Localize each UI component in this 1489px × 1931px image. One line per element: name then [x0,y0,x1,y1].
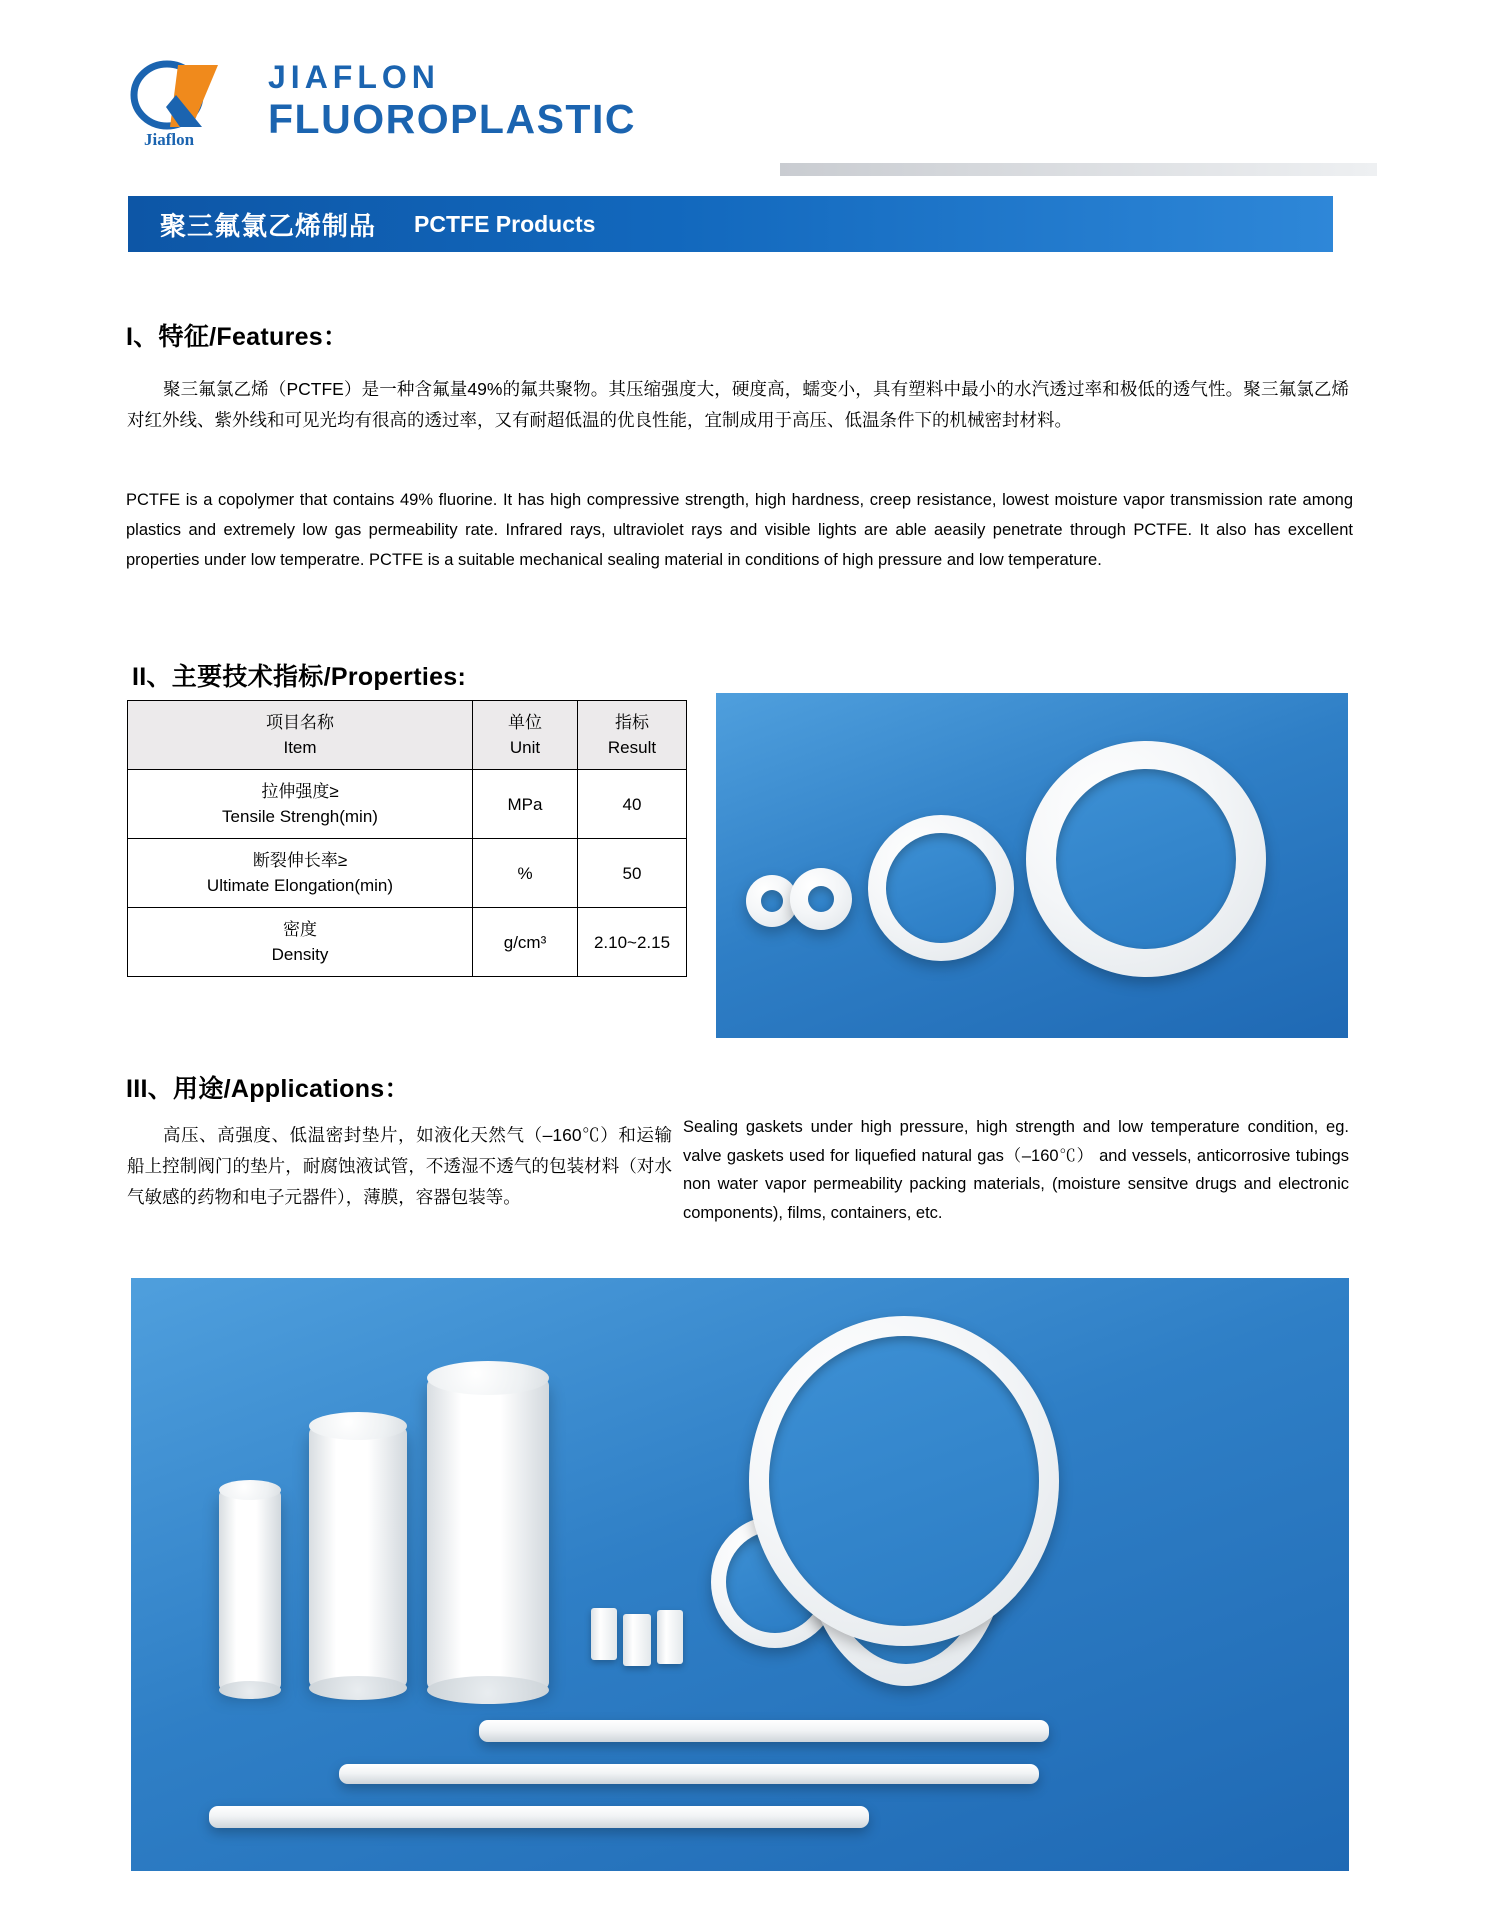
applications-heading: III、用途/Applications： [126,1075,410,1103]
header-cell-item [128,701,473,770]
bushing-2 [623,1614,651,1666]
jiaflon-logo-icon [130,55,235,150]
product-photo-rings [716,693,1348,1038]
brand-name-line1: JIAFLON [268,59,440,95]
cell-item [128,908,473,977]
rod-large [427,1378,549,1690]
table-row [128,908,687,977]
ring-xlarge-bottom [749,1316,1059,1646]
cell-result: 40 [578,770,687,839]
cell-unit: MPa [473,770,578,839]
features-text-english: PCTFE is a copolymer that contains 49% fluorine. It has high compressive strength, high hardness, creep resistance, lowest moisture vapor transmission rate among plastics and extremely low gas permeability rate. Infrared rays, ultraviolet rays and visible lights are able aeasily penetrate through PCTFE. It also has excellent properties under low temperatre. PCTFE is a suitable mechanical sealing material in conditions of high pressure and low temperature. [126,491,1353,569]
bar-2 [339,1764,1039,1784]
rod-small [219,1490,281,1690]
ring-medium [868,815,1014,961]
ring-xsmall-2 [790,868,852,930]
title-english: PCTFE Products [414,210,596,237]
page-header [130,55,1360,155]
row1-item-en: Ultimate Elongation(min) [206,876,394,895]
row1-item-cn: 断裂伸长率≥ [252,851,348,870]
bushing-3 [657,1610,683,1664]
header-rule [780,163,1377,176]
logo-mark-text: Jiaflon [144,130,195,149]
rod-medium [309,1426,407,1688]
bar-1 [479,1720,1049,1742]
header-item-en: Item [283,738,317,757]
section-title-bar [128,196,1333,252]
properties-table [127,700,687,977]
properties-heading: II、主要技术指标/Properties: [132,663,467,691]
table-header-row [128,701,687,770]
cell-item [128,770,473,839]
applications-text-chinese: 高压、高强度、低温密封垫片，如液化天然气（‒160℃）和运输船上控制阀门的垫片，耐腐蚀液试管，不透湿不透气的包装材料（对水气敏感的药物和电子元器件），薄膜，容器包装等。 [127,1125,672,1207]
header-unit-cn: 单位 [508,713,542,732]
header-cell-unit [473,701,578,770]
cell-item [128,839,473,908]
row0-item-en: Tensile Strengh(min) [222,807,378,826]
brand-name-line2: FLUOROPLASTIC [268,96,636,142]
brand-wordmark [268,61,636,140]
cell-unit: g/cm³ [473,908,578,977]
cell-result: 50 [578,839,687,908]
header-result-cn: 指标 [615,713,649,732]
features-heading: I、特征/Features： [126,323,349,351]
bushing-1 [591,1608,617,1660]
bar-3 [209,1806,869,1828]
table-row [128,770,687,839]
header-cell-result [578,701,687,770]
header-item-cn: 项目名称 [266,713,334,732]
ring-large [1026,741,1266,977]
features-text-chinese: 聚三氟氯乙烯（PCTFE）是一种含氟量49%的氟共聚物。其压缩强度大，硬度高，蠕变小，具有塑料中最小的水汽透过率和极低的透气性。聚三氟氯乙烯对红外线、紫外线和可见光均有很高的透过率，又有耐超低温的优良性能，宜制成用于高压、低温条件下的机械密封材料。 [127,379,1349,430]
cell-result: 2.10~2.15 [578,908,687,977]
product-photo-assortment [131,1278,1349,1871]
table-row [128,839,687,908]
cell-unit: % [473,839,578,908]
title-chinese: 聚三氟氯乙烯制品 [160,210,377,241]
row0-item-cn: 拉伸强度≥ [261,782,339,801]
row2-item-cn: 密度 [283,920,317,939]
header-result-en: Result [607,738,657,757]
header-unit-en: Unit [509,738,541,757]
applications-text-english: Sealing gaskets under high pressure, high strength and low temperature condition, eg. valve gaskets used for liquefied natural gas（‒160℃） and vessels, anticorrosive tubings non water vapor permeability packing materials, (moisture sensitve drugs and electronic components), films, containers, etc. [683,1118,1349,1222]
row2-item-en: Density [271,945,329,964]
